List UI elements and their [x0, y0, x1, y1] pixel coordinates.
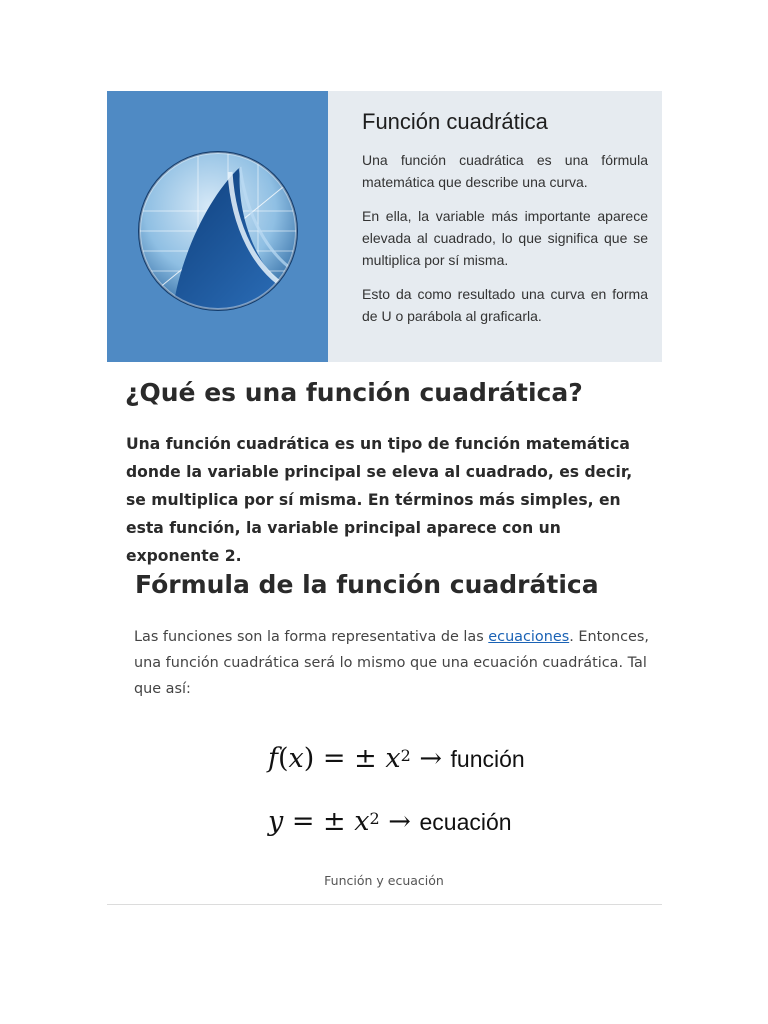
lead-paragraph: Una función cuadrática es un tipo de función matemática donde la variable principal se eleva al cuadrado, es decir, se multiplica por sí misma. En términos más simples, en esta función, la variable principal aparece con un exponente 2. [126, 435, 633, 565]
eq-label-ecuacion: ecuación [419, 809, 512, 835]
eq-paren-open: ( [278, 743, 289, 774]
eq-arrow: → [410, 743, 451, 774]
eq-relation: = ± [314, 743, 386, 774]
eq-variable: x [354, 806, 370, 837]
banner-title: Función cuadrática [362, 109, 548, 134]
figure-caption: Función y ecuación [324, 873, 444, 888]
parabola-globe-illustration [118, 127, 318, 327]
banner-illustration-panel [107, 91, 328, 362]
section-heading-formula: Fórmula de la función cuadrática [135, 570, 599, 599]
intro-text-start: Las funciones son la forma representativa de las [134, 629, 489, 645]
eq-function-name: f [268, 743, 278, 774]
banner-paragraph: En ella, la variable más importante aparece elevada al cuadrado, lo que significa que se multiplica por sí misma. [362, 208, 648, 268]
banner-paragraph: Una función cuadrática es una fórmula matemática que describe una curva. [362, 152, 648, 190]
eq-exponent: 2 [369, 809, 380, 828]
eq-relation: = ± [283, 806, 355, 837]
banner-paragraph: Esto da como resultado una curva en forma de U o parábola al graficarla. [362, 286, 648, 324]
divider [107, 904, 662, 905]
eq-paren-close: ) [303, 743, 315, 774]
banner-text-panel [328, 91, 662, 362]
eq-lhs-variable: y [268, 806, 284, 837]
function-equation [268, 743, 525, 774]
eq-arrow: → [379, 806, 420, 837]
eq-variable: x [385, 743, 401, 774]
info-banner [107, 91, 662, 362]
intro-text-end: . Entonces, una función cuadrática será lo mismo que una ecuación cuadrática. Tal que así: [134, 629, 649, 697]
eq-exponent: 2 [400, 746, 411, 765]
equation-form [268, 806, 512, 837]
eq-function-arg: x [288, 743, 304, 774]
formula-intro-paragraph [134, 624, 664, 702]
ecuaciones-link[interactable]: ecuaciones [488, 629, 570, 645]
section-heading-what-is: ¿Qué es una función cuadrática? [125, 378, 583, 407]
eq-label-funcion: función [450, 746, 525, 772]
